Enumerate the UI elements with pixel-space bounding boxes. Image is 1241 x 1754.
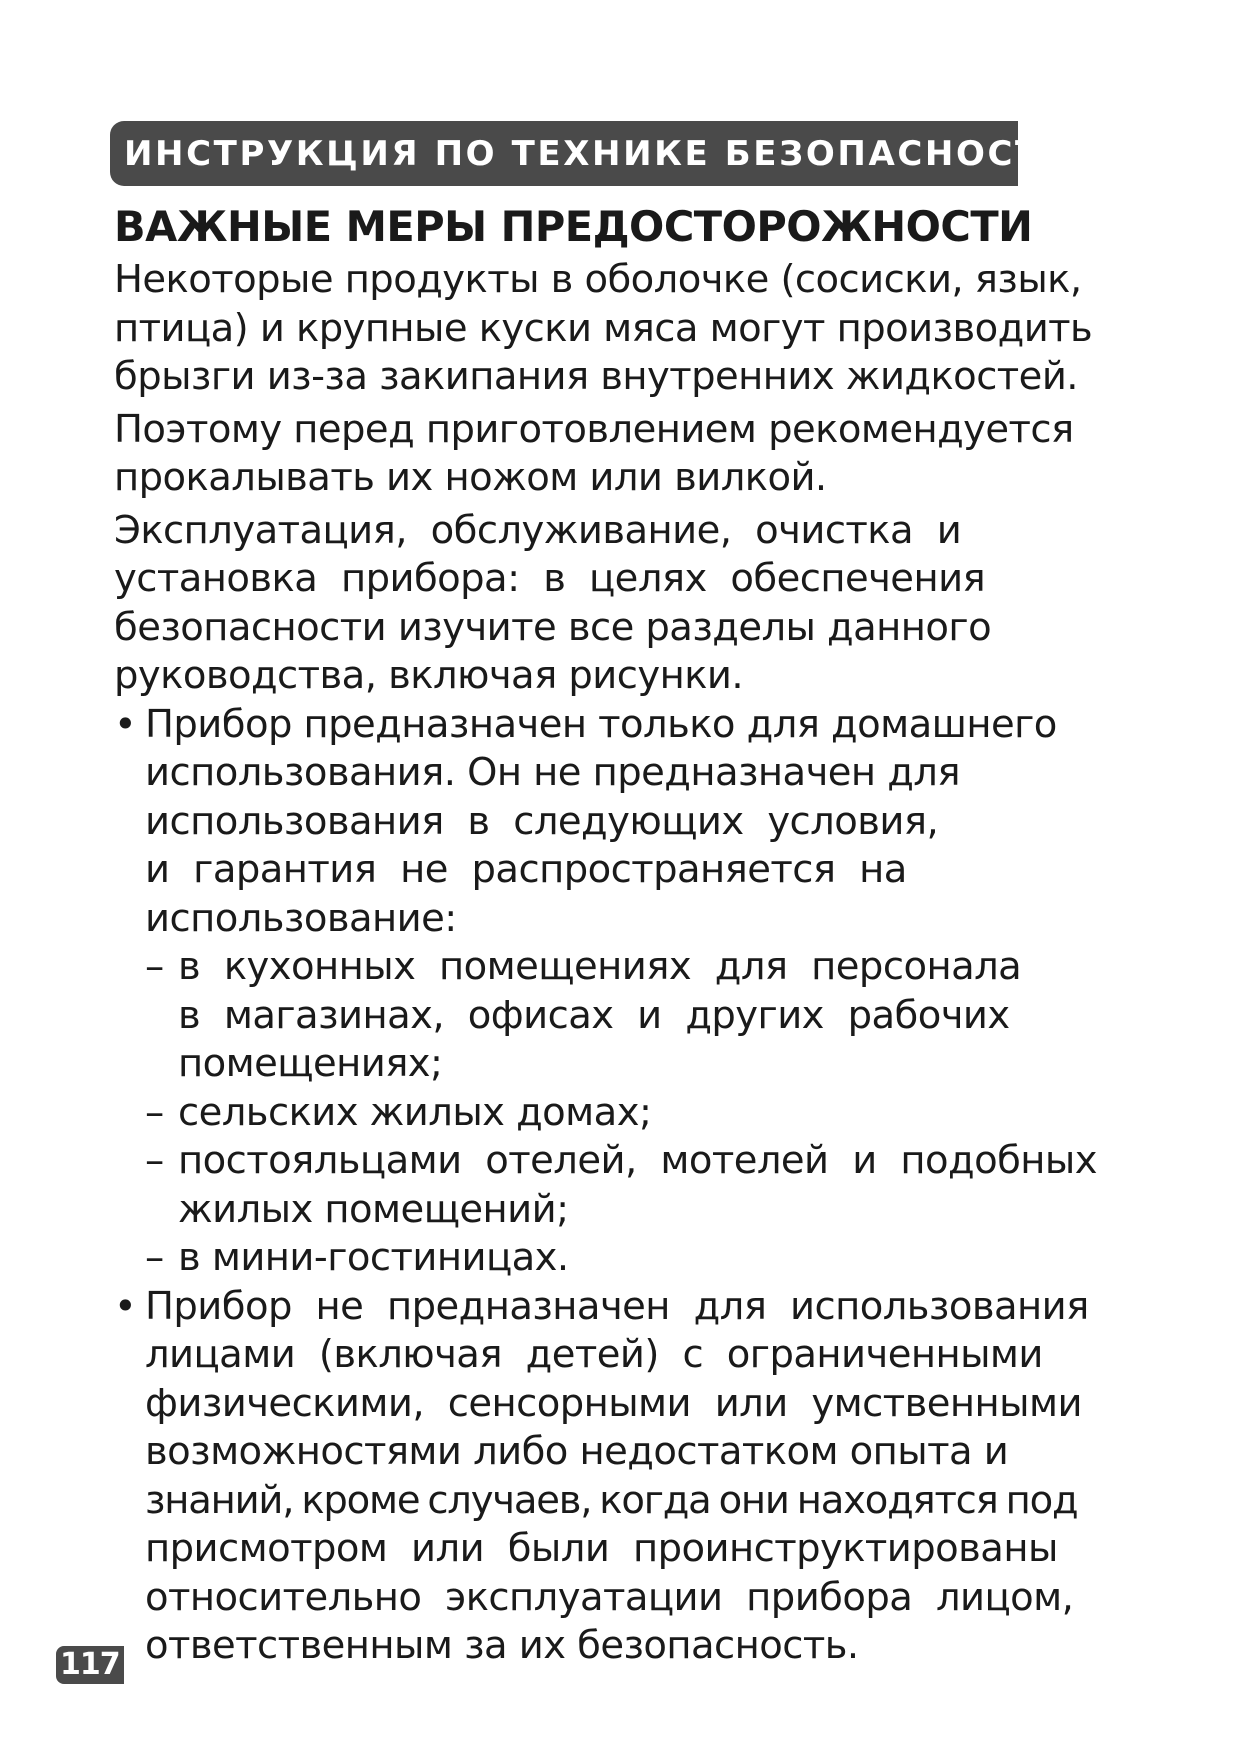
text-line: и гарантия не распространяется на (145, 847, 907, 892)
text-line: присмотром или были проинструктированы (145, 1526, 1058, 1571)
section-title: ИНСТРУКЦИЯ ПО ТЕХНИКЕ БЕЗОПАСНОСТИ (124, 133, 1072, 174)
text-line: Прибор не предназначен для использования (145, 1283, 1089, 1329)
text-line: относительно эксплуатации прибора лицом, (145, 1574, 1074, 1620)
text-line: использование: (145, 895, 457, 941)
dash-mark: – (145, 1235, 165, 1280)
page-heading: ВАЖНЫЕ МЕРЫ ПРЕДОСТОРОЖНОСТИ (114, 202, 1033, 251)
text-line: Эксплуатация, обслуживание, очистка и (114, 507, 962, 553)
text-line: Поэтому перед приготовлением рекомендуется (114, 406, 1074, 452)
text-line: руководства, включая рисунки. (114, 653, 744, 698)
bullet-item-household-use (114, 701, 1146, 1283)
text-line: в мини-гостиницах. (178, 1235, 569, 1280)
text-line: установка прибора: в целях обеспечения (114, 556, 986, 601)
bullet-mark: • (114, 701, 137, 747)
dash-mark: – (145, 1138, 165, 1183)
dash-mark: – (145, 1089, 165, 1135)
paragraph-1 (114, 256, 1146, 402)
text-line: птица) и крупные куски мяса могут производить (114, 305, 1093, 351)
text-line: знаний, кроме случаев, когда они находятся под (145, 1477, 1078, 1523)
bullet-item-restricted-persons (114, 1283, 1146, 1671)
text-line: жилых помещений; (178, 1186, 569, 1232)
text-line: сельских жилых домах; (178, 1089, 652, 1135)
text-line: использования в следующих условия, (145, 798, 939, 844)
page-number: 117 (56, 1646, 124, 1684)
text-line: Некоторые продукты в оболочке (сосиски, язык, (114, 257, 1082, 302)
text-line: лицами (включая детей) с ограниченными (145, 1332, 1043, 1377)
section-banner (110, 121, 1072, 186)
text-line: в магазинах, офисах и других рабочих (178, 992, 1010, 1038)
sub-item-farm-houses (145, 1089, 1146, 1138)
text-line: возможностями либо недостатком опыта и (145, 1429, 1009, 1474)
bullet-mark: • (114, 1283, 137, 1329)
paragraph-2 (114, 406, 1146, 503)
text-line: безопасности изучите все разделы данного (114, 604, 992, 650)
paragraph-3 (114, 507, 1146, 701)
text-line: физическими, сенсорными или умственными (145, 1380, 1082, 1426)
text-line: прокалывать их ножом или вилкой. (114, 455, 827, 500)
text-line: ответственным за их безопасность. (145, 1623, 859, 1668)
text-line: постояльцами отелей, мотелей и подобных (178, 1138, 1097, 1183)
sub-item-hotel-guests (145, 1137, 1146, 1234)
text-line: брызги из-за закипания внутренних жидкостей. (114, 354, 1078, 399)
text-line: помещениях; (178, 1041, 443, 1086)
dash-mark: – (145, 944, 165, 989)
text-line: использования. Он не предназначен для (145, 750, 960, 795)
sub-item-staff-kitchens (145, 943, 1146, 1089)
sub-item-mini-hotels (145, 1234, 1146, 1283)
text-line: Прибор предназначен только для домашнего (145, 701, 1057, 747)
document-body (114, 198, 1146, 1671)
text-line: в кухонных помещениях для персонала (178, 944, 1022, 989)
